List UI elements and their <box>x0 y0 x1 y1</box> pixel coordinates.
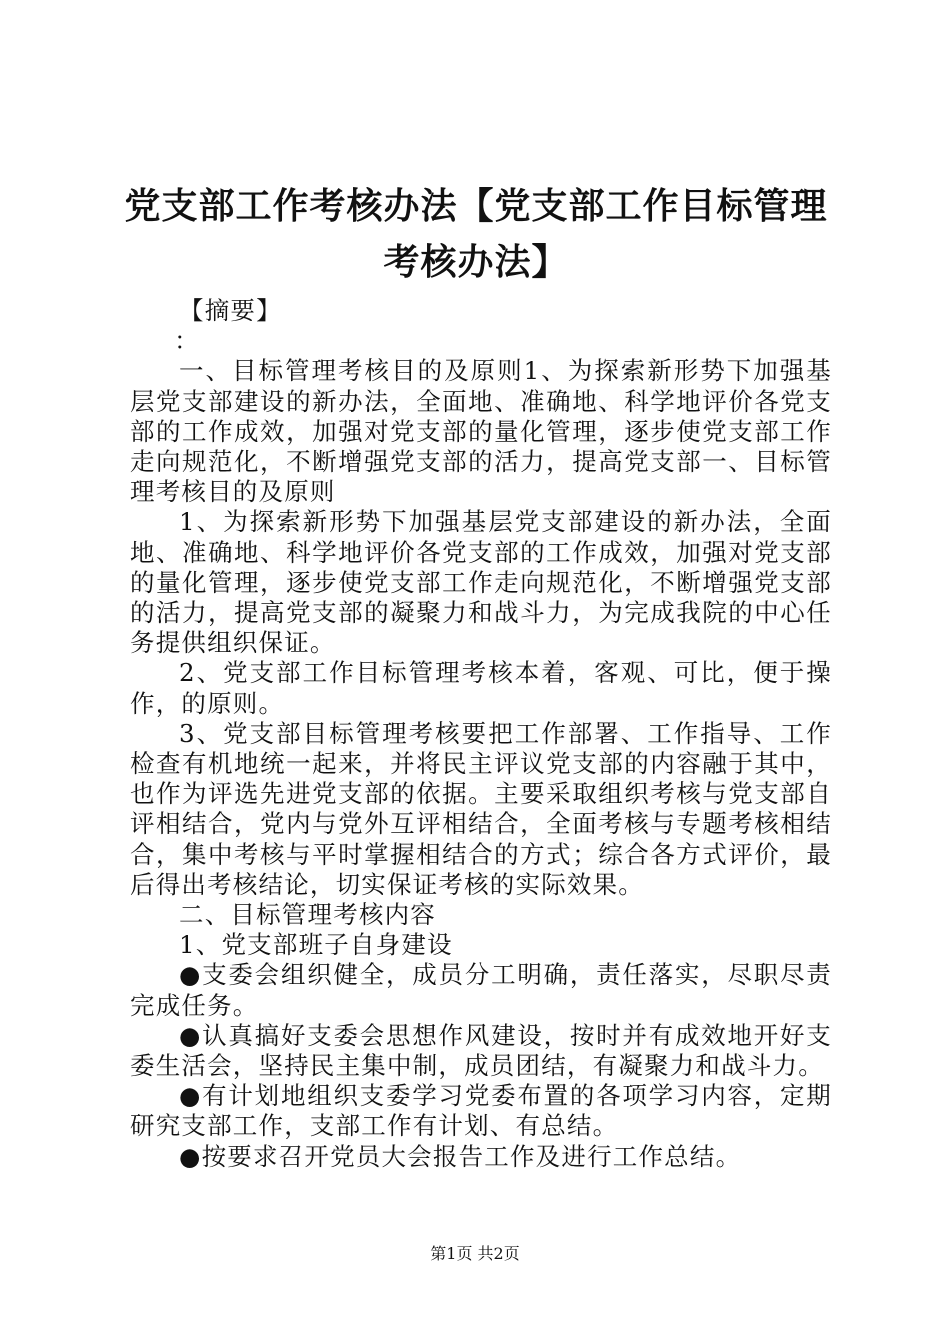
bullet-item: ●按要求召开党员大会报告工作及进行工作总结。 <box>179 1141 742 1171</box>
paragraph: 1、为探索新形势下加强基层党支部建设的新办法，全面地、准确地、科学地评价各党支部的工作成效，加强对党支部的量化管理，逐步使党支部工作走向规范化，不断增强党支部的活力，提高党支部的凝聚力和战斗力，为完成我院的中心任务提供组织保证。 <box>130 507 832 658</box>
document-title: 党支部工作考核办法【党支部工作目标管理考核办法】 <box>124 185 828 283</box>
bullet-item: ●支委会组织健全，成员分工明确，责任落实，尽职尽责完成任务。 <box>130 960 832 1020</box>
abstract-colon: ： <box>174 326 200 356</box>
abstract-label: 【摘要】 <box>179 296 282 325</box>
document-body <box>130 296 832 1172</box>
paragraph: 2、党支部工作目标管理考核本着，客观、可比，便于操作，的原则。 <box>130 658 832 718</box>
bullet-item: ●认真搞好支委会思想作风建设，按时并有成效地开好支委生活会，坚持民主集中制，成员团结，有凝聚力和战斗力。 <box>130 1020 832 1081</box>
paragraph: 一、目标管理考核目的及原则1、为探索新形势下加强基层党支部建设的新办法，全面地、准确地、科学地评价各党支部的工作成效，加强对党支部的量化管理，逐步使党支部工作走向规范化，不断增强党支部的活力，提高党支部一、目标管理考核目的及原则 <box>130 356 832 507</box>
subsection-heading: 1、党支部班子自身建设 <box>179 930 453 960</box>
paragraph: 3、党支部目标管理考核要把工作部署、工作指导、工作检查有机地统一起来，并将民主评议党支部的内容融于其中，也作为评选先进党支部的依据。主要采取组织考核与党支部自评相结合，党内与党外互评相结合，全面考核与专题考核相结合，集中考核与平时掌握相结合的方式；综合各方式评价，最后得出考核结论，切实保证考核的实际效果。 <box>130 718 832 899</box>
bullet-item: ●有计划地组织支委学习党委布置的各项学习内容，定期研究支部工作，支部工作有计划、有总结。 <box>130 1081 832 1141</box>
page-footer: 第1页 共2页 <box>430 1244 520 1263</box>
section-heading: 二、目标管理考核内容 <box>179 900 436 930</box>
